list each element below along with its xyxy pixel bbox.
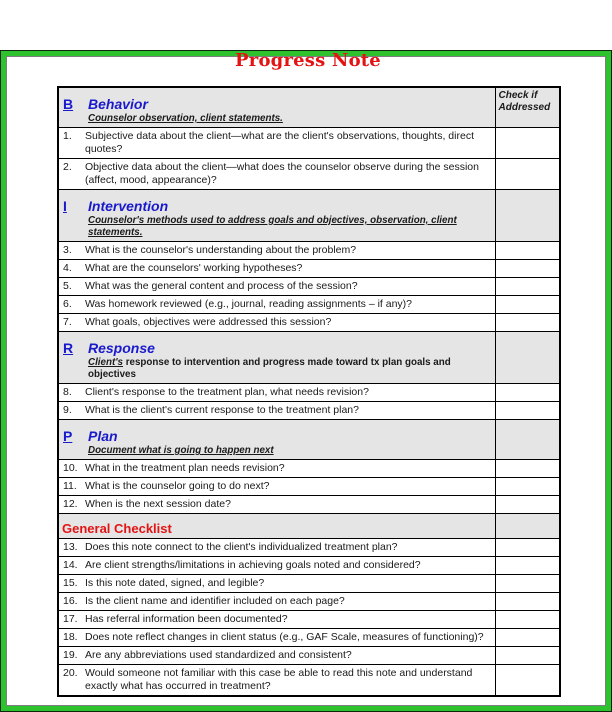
question-row <box>58 478 560 496</box>
question-cell <box>58 629 495 647</box>
question-text: Would someone not familiar with this case be able to read this note and understand exactly what has occurred in treatment? <box>85 667 473 692</box>
section-header-cell <box>58 332 495 384</box>
page-title: Progress Note <box>235 50 381 71</box>
question-number: 7. <box>63 316 72 328</box>
question-row <box>58 402 560 420</box>
question-cell <box>58 384 495 402</box>
question-number: 19. <box>63 649 78 661</box>
question-cell <box>58 242 495 260</box>
question-row <box>58 557 560 575</box>
check-if-addressed-cell[interactable] <box>495 611 560 629</box>
section-letter: P <box>63 428 73 444</box>
question-number: 14. <box>63 559 78 571</box>
check-if-addressed-cell[interactable] <box>495 314 560 332</box>
section-subtitle: Client's response to intervention and progress made toward tx plan goals and objectives <box>88 357 451 380</box>
question-text: What goals, objectives were addressed this session? <box>85 316 332 328</box>
section-title: Plan <box>88 428 118 444</box>
question-text: Objective data about the client—what does the counselor observe during the session (affect, mood, appearance)? <box>85 161 479 186</box>
question-row <box>58 296 560 314</box>
question-cell <box>58 260 495 278</box>
question-row <box>58 278 560 296</box>
question-cell <box>58 557 495 575</box>
question-text: Is this note dated, signed, and legible? <box>85 577 265 589</box>
question-number: 9. <box>63 404 72 416</box>
question-cell <box>58 159 495 190</box>
question-number: 15. <box>63 577 78 589</box>
question-text: Are any abbreviations used standardized and consistent? <box>85 649 352 661</box>
question-number: 10. <box>63 462 78 474</box>
section-letter: B <box>63 96 74 112</box>
check-if-addressed-cell[interactable] <box>495 460 560 478</box>
question-number: 13. <box>63 541 78 553</box>
section-header-cell <box>58 190 495 242</box>
question-number: 6. <box>63 298 72 310</box>
question-cell <box>58 314 495 332</box>
question-row <box>58 384 560 402</box>
question-row <box>58 159 560 190</box>
check-if-addressed-cell <box>495 514 560 539</box>
question-number: 4. <box>63 262 72 274</box>
question-text: Has referral information been documented? <box>85 613 288 625</box>
section-header-row <box>58 190 560 242</box>
question-row <box>58 647 560 665</box>
question-number: 8. <box>63 386 72 398</box>
question-text: Does this note connect to the client's individualized treatment plan? <box>85 541 398 553</box>
question-number: 1. <box>63 130 72 142</box>
section-subtitle: Document what is going to happen next <box>88 445 274 456</box>
question-row <box>58 128 560 159</box>
progress-note-table-body <box>58 87 560 696</box>
question-row <box>58 629 560 647</box>
question-text: Was homework reviewed (e.g., journal, reading assignments – if any)? <box>85 298 413 310</box>
question-cell <box>58 278 495 296</box>
question-row <box>58 260 560 278</box>
check-if-addressed-cell[interactable] <box>495 402 560 420</box>
question-text: What is the client's current response to the treatment plan? <box>85 404 359 416</box>
question-cell <box>58 496 495 514</box>
question-row <box>58 611 560 629</box>
check-if-addressed-cell[interactable] <box>495 496 560 514</box>
check-if-addressed-cell <box>495 190 560 242</box>
question-text: What are the counselors' working hypotheses? <box>85 262 303 274</box>
checklist-header-cell <box>58 514 495 539</box>
check-if-addressed-cell[interactable] <box>495 159 560 190</box>
check-if-addressed-cell[interactable] <box>495 296 560 314</box>
check-header-label: Check if Addressed <box>498 90 551 113</box>
section-header-cell <box>58 87 495 128</box>
question-text: What is the counselor's understanding about the problem? <box>85 244 357 256</box>
question-row <box>58 665 560 697</box>
question-number: 5. <box>63 280 72 292</box>
question-cell <box>58 460 495 478</box>
check-if-addressed-cell <box>495 420 560 460</box>
section-letter: R <box>63 340 74 356</box>
checklist-header-row <box>58 514 560 539</box>
check-if-addressed-cell[interactable] <box>495 384 560 402</box>
section-subtitle: Counselor's methods used to address goals and objectives, observation, client statements. <box>88 215 457 238</box>
check-if-addressed-cell <box>495 87 560 128</box>
section-subtitle: Counselor observation, client statements. <box>88 113 283 124</box>
check-if-addressed-cell[interactable] <box>495 575 560 593</box>
question-text: Subjective data about the client—what are the client's observations, thoughts, direct quotes? <box>85 130 474 155</box>
check-if-addressed-cell[interactable] <box>495 665 560 697</box>
question-cell <box>58 128 495 159</box>
question-number: 2. <box>63 161 72 173</box>
section-title: Response <box>88 340 155 356</box>
question-cell <box>58 647 495 665</box>
document-page <box>0 50 612 712</box>
check-if-addressed-cell[interactable] <box>495 242 560 260</box>
section-header-row <box>58 420 560 460</box>
question-row <box>58 242 560 260</box>
question-text: Client's response to the treatment plan, what needs revision? <box>85 386 369 398</box>
check-if-addressed-cell[interactable] <box>495 629 560 647</box>
question-cell <box>58 539 495 557</box>
question-row <box>58 496 560 514</box>
check-if-addressed-cell[interactable] <box>495 260 560 278</box>
question-cell <box>58 593 495 611</box>
question-number: 11. <box>63 480 77 492</box>
question-row <box>58 314 560 332</box>
question-cell <box>58 665 495 697</box>
section-header-row <box>58 87 560 128</box>
question-text: When is the next session date? <box>85 498 231 510</box>
question-cell <box>58 611 495 629</box>
check-if-addressed-cell[interactable] <box>495 478 560 496</box>
question-number: 12. <box>63 498 78 510</box>
section-title: Behavior <box>88 96 148 112</box>
section-title: Intervention <box>88 198 169 214</box>
question-row <box>58 539 560 557</box>
question-text: Does note reflect changes in client status (e.g., GAF Scale, measures of functioning)? <box>85 631 484 643</box>
question-text: Is the client name and identifier included on each page? <box>85 595 345 607</box>
check-if-addressed-cell[interactable] <box>495 557 560 575</box>
question-text: What in the treatment plan needs revision? <box>85 462 285 474</box>
check-if-addressed-cell[interactable] <box>495 128 560 159</box>
question-number: 16. <box>63 595 78 607</box>
question-row <box>58 593 560 611</box>
question-row <box>58 460 560 478</box>
question-number: 18. <box>63 631 78 643</box>
check-if-addressed-cell[interactable] <box>495 278 560 296</box>
question-cell <box>58 575 495 593</box>
question-cell <box>58 296 495 314</box>
check-if-addressed-cell[interactable] <box>495 593 560 611</box>
question-row <box>58 575 560 593</box>
question-text: Are client strengths/limitations in achieving goals noted and considered? <box>85 559 421 571</box>
check-if-addressed-cell[interactable] <box>495 647 560 665</box>
section-letter: I <box>63 198 67 214</box>
checklist-title: General Checklist <box>62 521 172 536</box>
check-if-addressed-cell[interactable] <box>495 539 560 557</box>
check-if-addressed-cell <box>495 332 560 384</box>
question-text: What was the general content and process of the session? <box>85 280 358 292</box>
section-header-row <box>58 332 560 384</box>
question-number: 3. <box>63 244 72 256</box>
section-header-cell <box>58 420 495 460</box>
question-number: 20. <box>63 667 78 679</box>
question-cell <box>58 402 495 420</box>
question-cell <box>58 478 495 496</box>
question-number: 17. <box>63 613 78 625</box>
progress-note-table <box>57 86 561 697</box>
question-text: What is the counselor going to do next? <box>85 480 270 492</box>
